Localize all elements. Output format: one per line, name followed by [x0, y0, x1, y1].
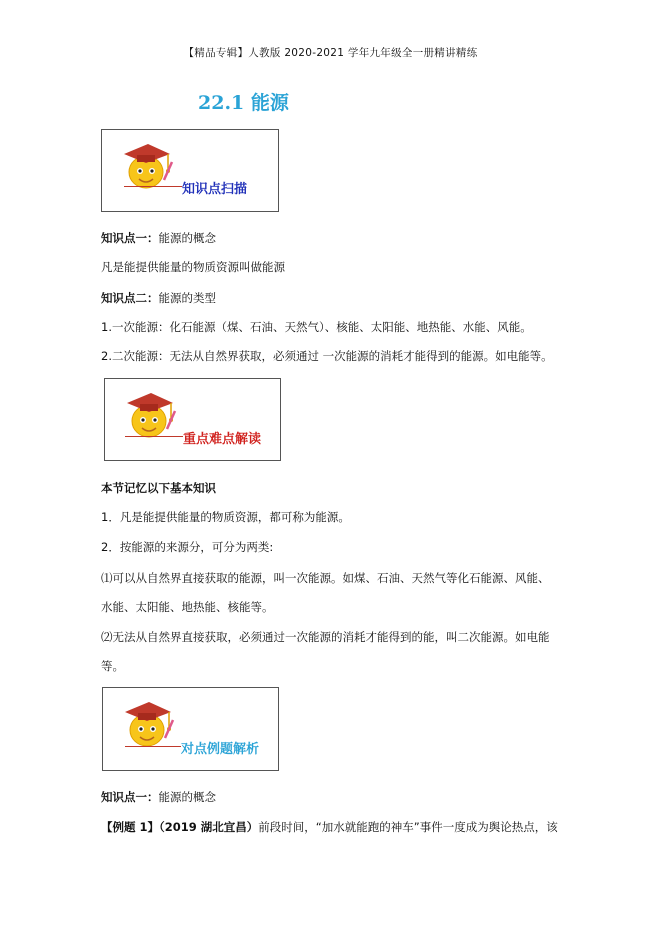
banner-examples [102, 687, 279, 771]
section-heading: 本节记忆以下基本知识 [101, 481, 216, 495]
example-tag: 【例题 1】 [101, 820, 160, 834]
example-question [101, 819, 558, 835]
kp-text: 能源的概念 [158, 790, 216, 804]
list-item: 2.二次能源：无法从自然界获取，必须通过 一次能源的消耗才能得到的能源。如电能等。 [101, 349, 553, 363]
paragraph: ⑵无法从自然界直接获取，必须通过一次能源的消耗才能得到的能，叫二次能源。如电能 [101, 630, 550, 644]
definition: 凡是能提供能量的物质资源叫做能源 [101, 260, 285, 274]
banner-knowledge-scan [101, 129, 279, 212]
kp-label: 知识点一： [101, 790, 159, 804]
paragraph: 水能、太阳能、地热能、核能等。 [101, 600, 274, 614]
kp-text: 能源的类型 [158, 291, 216, 305]
knowledge-point-1-repeat [101, 789, 216, 805]
banner-key-points [104, 378, 281, 461]
graduate-emoji-icon [121, 698, 175, 750]
knowledge-point-2 [101, 290, 216, 306]
knowledge-point-1 [101, 230, 216, 246]
example-text: 前段时间，“加水就能跑的神车”事件一度成为舆论热点，该 [258, 820, 558, 834]
graduate-emoji-icon [123, 389, 177, 441]
list-item: 1.一次能源：化石能源（煤、石油、天然气）、核能、太阳能、地热能、水能、风能。 [101, 320, 532, 334]
kp-text: 能源的概念 [158, 231, 216, 245]
paragraph: ⑴可以从自然界直接获取的能源，叫一次能源。如煤、石油、天然气等化石能源、风能、 [101, 571, 550, 585]
banner-label: 重点难点解读 [183, 432, 262, 447]
page-header: 【精品专辑】人教版 2020-2021 学年九年级全一册精讲精练 [183, 47, 478, 59]
paragraph: 等。 [101, 659, 124, 673]
kp-label: 知识点一： [101, 231, 159, 245]
banner-label: 知识点扫描 [182, 182, 248, 197]
graduate-emoji-icon [120, 140, 174, 192]
page-title: 22.1 能源 [198, 92, 289, 114]
paragraph: 2．按能源的来源分，可分为两类: [101, 540, 274, 554]
example-source: （2019 湖北宜昌） [159, 820, 259, 834]
banner-label: 对点例题解析 [181, 742, 260, 757]
paragraph: 1．凡是能提供能量的物质资源，都可称为能源。 [101, 510, 350, 524]
kp-label: 知识点二： [101, 291, 159, 305]
